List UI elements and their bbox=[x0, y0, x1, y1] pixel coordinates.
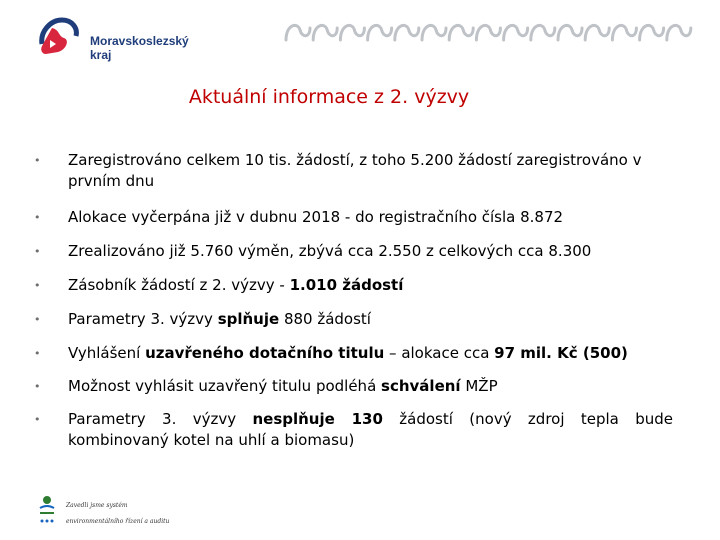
emas-caption-line-2: environmentálního řízení a auditu bbox=[66, 518, 170, 525]
text-run: Zaregistrováno celkem 10 tis. žádostí, z toho 5.200 žádostí zaregistrováno v prvním dnu bbox=[68, 151, 642, 190]
bullet-icon: • bbox=[34, 154, 41, 167]
text-run: Zásobník žádostí z 2. výzvy - bbox=[68, 276, 290, 294]
wave-motif bbox=[476, 25, 500, 40]
logo-line-1: Moravskoslezský bbox=[90, 34, 189, 48]
bullet-icon: • bbox=[34, 380, 41, 393]
bold-text-run: nesplňuje 130 bbox=[252, 410, 383, 428]
emas-caption bbox=[66, 498, 169, 530]
wave-motif bbox=[558, 25, 582, 40]
emas-caption-line-1: Zavedli jsme systém bbox=[66, 502, 128, 509]
text-run: MŽP bbox=[460, 377, 498, 395]
list-item-text bbox=[68, 309, 673, 330]
wave-motif bbox=[368, 25, 392, 40]
bullet-icon: • bbox=[34, 211, 41, 224]
bullet-icon: • bbox=[34, 279, 41, 292]
bullet-icon: • bbox=[34, 245, 41, 258]
wave-motif bbox=[612, 25, 636, 40]
wave-motif bbox=[449, 25, 473, 40]
wave-motif bbox=[667, 25, 691, 40]
list-item-text bbox=[68, 150, 673, 192]
wave-motif bbox=[286, 25, 310, 40]
list-item-text bbox=[68, 343, 673, 364]
bold-text-run: 1.010 žádostí bbox=[289, 276, 404, 294]
wave-motif bbox=[585, 25, 609, 40]
text-run: Možnost vyhlásit uzavřený titulu podléhá bbox=[68, 377, 382, 395]
bullet-icon: • bbox=[34, 413, 41, 426]
wave-motif bbox=[531, 25, 555, 40]
wave-motif bbox=[340, 25, 364, 40]
list-item-text bbox=[68, 409, 673, 451]
text-run: Vyhlášení bbox=[68, 344, 146, 362]
list-item-text bbox=[68, 207, 673, 228]
decorative-wave-pattern bbox=[282, 16, 694, 50]
wave-motif bbox=[395, 25, 419, 40]
bold-text-run: 97 mil. Kč (500) bbox=[494, 344, 628, 362]
emas-logo-icon bbox=[36, 494, 58, 528]
wave-motif bbox=[313, 25, 337, 40]
text-run: žádostí (nový zdroj tepla bude kombinovaný kotel na uhlí a biomasu) bbox=[68, 410, 674, 449]
wave-motif bbox=[422, 25, 446, 40]
region-logo bbox=[36, 14, 206, 70]
page-title: Aktuální informace z 2. výzvy bbox=[188, 86, 470, 108]
moravskoslezsky-kraj-emblem-icon bbox=[36, 14, 80, 58]
bold-text-run: splňuje bbox=[217, 310, 280, 328]
bold-text-run: schválení bbox=[381, 377, 461, 395]
logo-text bbox=[90, 34, 189, 62]
text-run: 880 žádostí bbox=[279, 310, 371, 328]
list-item-text bbox=[68, 376, 673, 397]
list-item-text bbox=[68, 241, 673, 262]
list-item-text bbox=[68, 275, 673, 296]
bullet-icon: • bbox=[34, 347, 41, 360]
text-run: Parametry 3. výzvy bbox=[68, 410, 253, 428]
bold-text-run: uzavřeného dotačního titulu bbox=[145, 344, 385, 362]
text-run: Alokace vyčerpána již v dubnu 2018 - do registračního čísla 8.872 bbox=[68, 208, 564, 226]
wave-motif bbox=[504, 25, 528, 40]
wave-motif bbox=[640, 25, 664, 40]
bullet-icon: • bbox=[34, 313, 41, 326]
emas-badge bbox=[36, 494, 206, 534]
text-run: Parametry 3. výzvy bbox=[68, 310, 218, 328]
logo-line-2: kraj bbox=[90, 48, 112, 62]
text-run: Zrealizováno již 5.760 výměn, zbývá cca 2.550 z celkových cca 8.300 bbox=[68, 242, 592, 260]
text-run: – alokace cca bbox=[384, 344, 495, 362]
